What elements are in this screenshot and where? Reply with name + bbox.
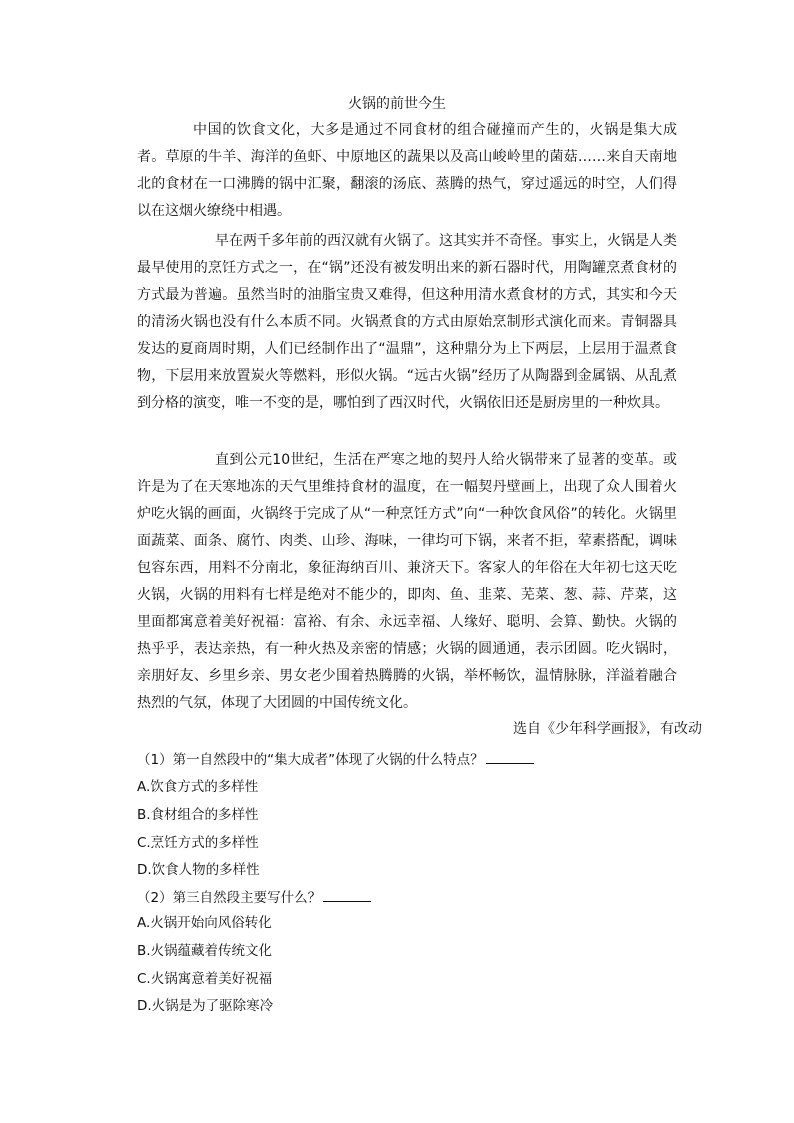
- question-1-option-b[interactable]: B.食材组合的多样性: [137, 807, 259, 823]
- question-2-option-c[interactable]: C.火锅寓意着美好祝福: [137, 971, 273, 987]
- question-1-option-d[interactable]: D.饮食人物的多样性: [137, 862, 260, 878]
- question-2: [137, 887, 697, 908]
- question-1-option-c[interactable]: C.烹饪方式的多样性: [137, 835, 259, 851]
- answer-blank-1[interactable]: [486, 749, 534, 764]
- question-2-option-a[interactable]: A.火锅开始向风俗转化: [137, 915, 272, 931]
- question-2-option-b[interactable]: B.火锅蕴藏着传统文化: [137, 943, 273, 959]
- answer-blank-2[interactable]: [323, 887, 371, 902]
- paragraph-2: 早在两千多年前的西汉就有火锅了。这其实并不奇怪。事实上，火锅是人类最早使用的烹饪方式之一，在“锅”还没有被发明出来的新石器时代，用陶罐烹煮食材的方式最为普遍。虽然当时的油脂宝贵又难得，但这种用清水煮食材的方式，其实和今天的清汤火锅也没有什么本质不同。火锅煮食的方式由原始烹制形式演化而来。青铜器具发达的夏商周时期，人们已经制作出了“温鼎”，这种鼎分为上下两层，上层用于温煮食物，下层用来放置炭火等燃料，形似火锅。“远古火锅”经历了从陶器到金属锅、从乱煮到分格的演变，唯一不变的是，哪怕到了西汉时代，火锅依旧还是厨房里的一种炊具。: [137, 233, 677, 411]
- article-title: 火锅的前世今生: [348, 96, 446, 112]
- source-note: 选自《少年科学画报》，有改动: [513, 721, 702, 737]
- question-2-option-d[interactable]: D.火锅是为了驱除寒冷: [137, 998, 274, 1014]
- question-1-option-a[interactable]: A.饮食方式的多样性: [137, 779, 259, 795]
- paragraph-1: 中国的饮食文化，大多是通过不同食材的组合碰撞而产生的，火锅是集大成者。草原的牛羊、海洋的鱼虾、中原地区的蔬果以及高山峻岭里的菌菇……来自天南地北的食材在一口沸腾的锅中汇聚，翻滚的汤底、蒸腾的热气，穿过遥远的时空，人们得以在这烟火缭绕中相遇。: [137, 122, 677, 219]
- paragraph-3: 直到公元10世纪，生活在严寒之地的契丹人给火锅带来了显著的变革。或许是为了在天寒地冻的天气里维持食材的温度，在一幅契丹壁画上，出现了众人围着火炉吃火锅的画面，火锅终于完成了从“一种烹饪方式”向“一种饮食风俗”的转化。火锅里面蔬菜、面条、腐竹、肉类、山珍、海味，一律均可下锅，来者不拒，荤素搭配，调味包容东西，用料不分南北，象征海纳百川、兼济天下。客家人的年俗在大年初七这天吃火锅，火锅的用料有七样是绝对不能少的，即肉、鱼、韭菜、芜菜、葱、蒜、芹菜，这里面都寓意着美好祝福：富裕、有余、永远幸福、人缘好、聪明、会算、勤快。火锅的热乎乎，表达亲热，有一种火热及亲密的情感；火锅的圆通通，表示团圆。吃火锅时，亲朋好友、乡里乡亲、男女老少围着热腾腾的火锅，举杯畅饮，温情脉脉，洋溢着融合热烈的气氛，体现了大团圆的中国传统文化。: [137, 452, 677, 711]
- question-2-stem: （2）第三自然段主要写什么？: [137, 890, 322, 906]
- question-1: [137, 749, 697, 770]
- question-1-stem: （1）第一自然段中的“集大成者”体现了火锅的什么特点？: [137, 752, 484, 768]
